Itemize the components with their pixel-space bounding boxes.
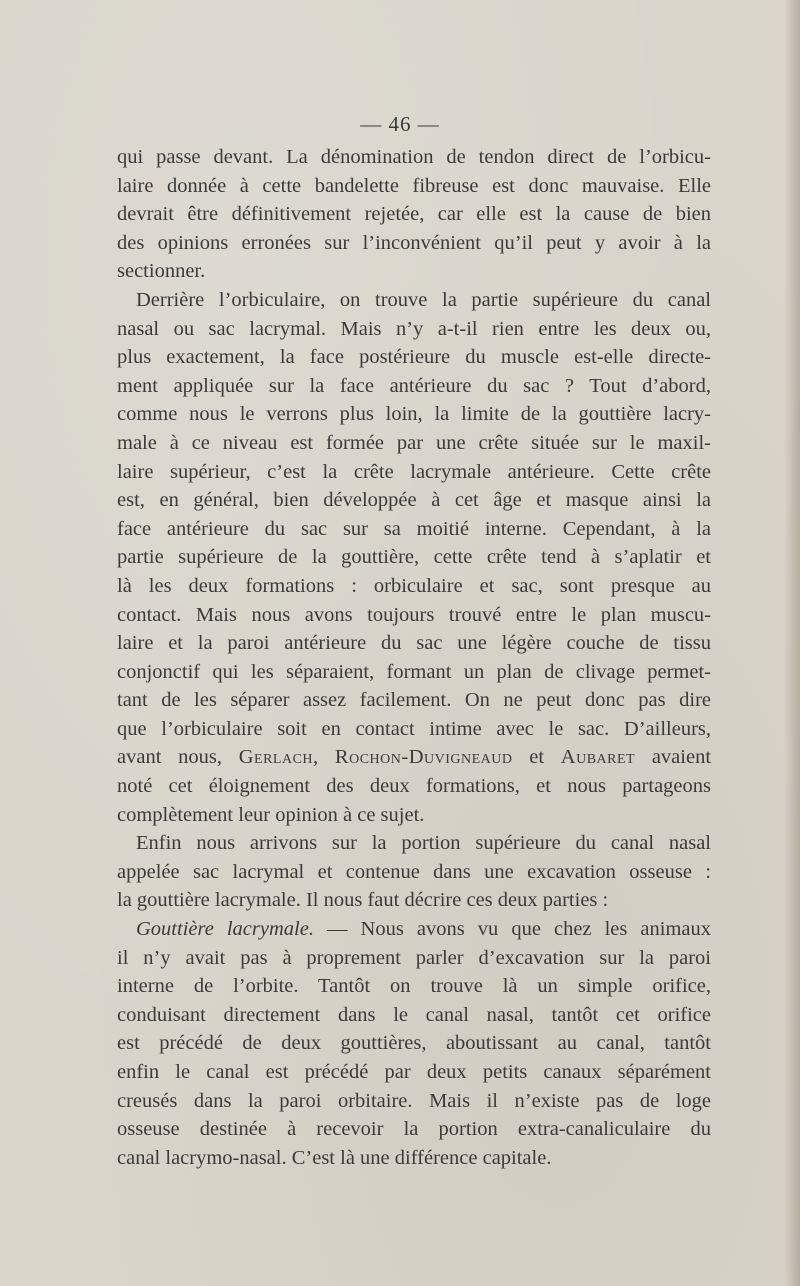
section-heading: Gouttière lacrymale. [136,918,314,941]
text-line: laire donnée à cette bandelette fibreuse est donc mauvaise. Elle [117,174,711,197]
paragraph-2 [117,286,711,829]
page-number: — 46 — [360,112,440,136]
text-line: laire supérieur, c’est la crête lacrymale antérieure. Cette crête [117,460,711,483]
text-line: nasal ou sac lacrymal. Mais n’y a-t-il rien entre les deux ou, [117,317,711,340]
text-line: osseuse destinée à recevoir la portion extra-canaliculaire du [117,1118,711,1141]
text-line: devrait être définitivement rejetée, car elle est la cause de bien [117,203,711,226]
text-line: la gouttière lacrymale. Il nous faut décrire ces deux parties : [117,889,609,912]
text-line: des opinions erronées sur l’inconvénient qu’il peut y avoir à la [117,231,711,254]
text-line: ment appliquée sur la face antérieure du sac ? Tout d’abord, [117,374,711,397]
text-line: face antérieure du sac sur sa moitié interne. Cependant, à la [117,517,711,540]
text-line: qui passe devant. La dénomination de tendon direct de l’orbicu- [117,146,711,168]
text-line: male à ce niveau est formée par une crête située sur le maxil- [117,431,711,454]
authors-prefix: avant nous, [117,746,239,769]
text-line: il n’y avait pas à proprement parler d’excavation sur la paroi [117,946,711,969]
text-line: Enfin nous arrivons sur la portion supérieure du canal nasal [136,832,711,855]
text-line: est précédé de deux gouttières, aboutissant au canal, tantôt [117,1032,711,1055]
author-gerlach: Gerlach [238,746,314,769]
text-line: conjonctif qui les séparaient, formant un plan de clivage permet- [117,660,711,683]
text-line: là les deux formations : orbiculaire et sac, sont presque au [117,574,711,597]
text-line: sectionner. [117,260,206,283]
text-line: interne de l’orbite. Tantôt on trouve là un simple orifice, [117,975,711,998]
text-line: est, en général, bien développée à cet âge et masque ainsi la [117,489,711,512]
text-line: laire et la paroi antérieure du sac une légère couche de tissu [117,632,711,655]
paragraph-3 [117,829,711,915]
authors-suffix: avaient [635,746,712,769]
body-text [117,143,711,1172]
text-line: que l’orbiculaire soit en contact intime avec le sac. D’ailleurs, [117,717,711,740]
text-line: creusés dans la paroi orbitaire. Mais il n’existe pas de loge [117,1089,711,1112]
text-line: plus exactement, la face postérieure du muscle est-elle directe- [117,346,711,369]
page-edge-shadow [784,0,800,1286]
text-line: canal lacrymo-nasal. C’est là une différence capitale. [117,1146,552,1169]
text-line: conduisant directement dans le canal nasal, tantôt cet orifice [117,1003,711,1026]
text-line: tant de les séparer assez facilement. On ne peut donc pas dire [117,689,711,712]
authors-line [117,743,711,772]
paragraph-1 [117,143,711,286]
text-line: noté cet éloignement des deux formations, et nous partageons [117,775,711,798]
author-aubaret: Aubaret [560,746,636,769]
text-line: enfin le canal est précédé par deux petits canaux séparément [117,1061,711,1083]
text-line: appelée sac lacrymal et contenue dans une excavation osseuse : [117,860,711,883]
section-heading-line [117,915,711,944]
text-line: Derrière l’orbiculaire, on trouve la partie supérieure du canal [136,288,711,311]
author-rochon-duvigneaud: Rochon-Duvigneaud [334,746,513,769]
authors-separator: et [512,746,561,769]
authors-separator: , [313,746,335,769]
text-line: partie supérieure de la gouttière, cette crête tend à s’aplatir et [117,546,711,569]
text-line: contact. Mais nous avons toujours trouvé entre le plan muscu- [117,603,711,626]
section-heading-rest: — Nous avons vu que chez les animaux [313,918,711,941]
text-line: complètement leur opinion à ce sujet. [117,803,425,826]
paragraph-4 [117,915,711,1172]
text-line: comme nous le verrons plus loin, la limite de la gouttière lacry- [117,403,711,426]
